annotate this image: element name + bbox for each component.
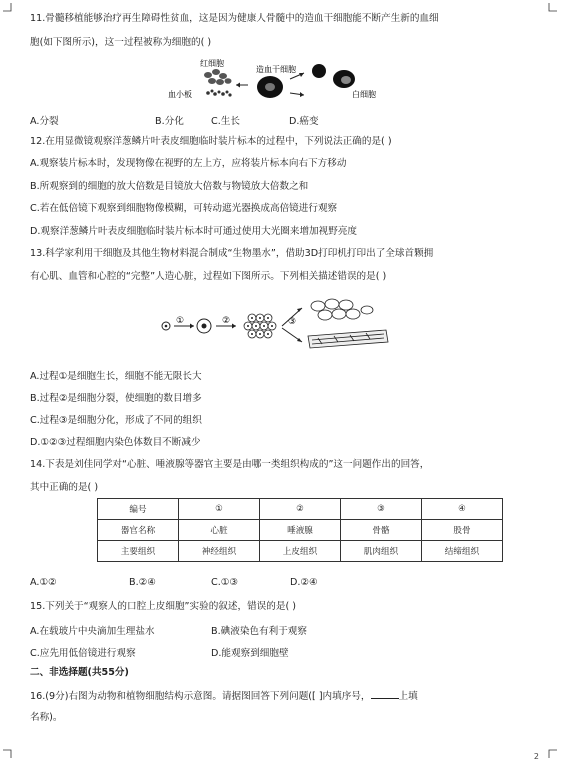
q15-option-a[interactable]: A.在载玻片中央滴加生理盐水 — [30, 626, 155, 637]
q12-option-d[interactable]: D.观察洋葱鳞片叶表皮细胞临时装片标本时可通过使用大光圈来增加视野亮度 — [30, 226, 358, 237]
table-cell: 器官名称 — [98, 520, 179, 541]
table-cell: 唾液腺 — [260, 520, 341, 541]
q12-stem: 12.在用显微镜观察洋葱鳞片叶表皮细胞临时装片标本的过程中，下列说法正确的是( ) — [30, 136, 392, 147]
q14-option-d[interactable]: D.②④ — [290, 577, 318, 588]
crop-mark-bottom-left — [3, 748, 13, 758]
red-blood-cells — [204, 69, 232, 85]
q13-option-b[interactable]: B.过程②是细胞分裂，使细胞的数目增多 — [30, 393, 202, 404]
label-stem-cell: 造血干细胞 — [256, 65, 296, 74]
table-row — [98, 499, 503, 520]
table-cell: 股骨 — [422, 520, 503, 541]
q14-stem-line1: 14.下表是刘佳同学对“心脏、唾液腺等器官主要是由哪一类组织构成的”这一问题作出的回答， — [30, 459, 430, 470]
q13-stem-line2: 有心肌、血管和心腔的“完整”人造心脏，过程如下图所示。下列相关描述错误的是( ) — [30, 271, 387, 282]
q13-stem-line1: 13.科学家利用干细胞及其他生物材料混合制成“生物墨水”，借助3D打印机打印出了全球首颗拥 — [30, 248, 434, 259]
blood-cell-diagram — [168, 55, 388, 107]
daughter-cell — [312, 64, 326, 78]
q16-stem-line1 — [30, 689, 418, 703]
q11-option-d[interactable]: D.癌变 — [289, 116, 319, 127]
tissue-fiber-bottom — [308, 330, 388, 348]
section-heading: 二、非选择题(共55分) — [30, 667, 129, 678]
page-number: 2 — [533, 752, 539, 761]
platelets — [206, 90, 231, 97]
organ-tissue-table — [97, 498, 503, 562]
table-cell: ④ — [422, 499, 503, 520]
q16-stem-part2: 上填 — [398, 691, 418, 702]
table-cell: 心脏 — [179, 520, 260, 541]
table-cell: 肌肉组织 — [341, 541, 422, 562]
q11-option-c[interactable]: C.生长 — [211, 116, 240, 127]
table-cell: 神经组织 — [179, 541, 260, 562]
q14-stem-line2: 其中正确的是( ) — [30, 482, 99, 493]
crop-mark-bottom-right — [547, 748, 557, 758]
step-1-label: ① — [176, 316, 185, 326]
table-cell: 编号 — [98, 499, 179, 520]
q14-option-c[interactable]: C.①③ — [211, 577, 238, 588]
table-cell: ③ — [341, 499, 422, 520]
q11-stem-line2: 胞(如下图所示)，这一过程被称为细胞的( ) — [30, 37, 212, 48]
q11-option-a[interactable]: A.分裂 — [30, 116, 59, 127]
step-2-label: ② — [222, 316, 231, 326]
q16-stem-part1: 16.(9分)右图为动物和植物细胞结构示意图。请据图回答下列问题([ ]内填序号， — [30, 691, 371, 702]
q13-option-c[interactable]: C.过程③是细胞分化，形成了不同的组织 — [30, 415, 202, 426]
q12-option-c[interactable]: C.若在低倍镜下观察到细胞物像模糊，可转动遮光器换成高倍镜进行观察 — [30, 203, 338, 214]
heart-printing-diagram — [158, 296, 393, 356]
q12-option-a[interactable]: A.观察装片标本时，发现物像在视野的左上方，应将装片标本向右下方移动 — [30, 158, 347, 169]
table-cell: 主要组织 — [98, 541, 179, 562]
tissue-sheet-top — [311, 299, 373, 320]
step-3-label: ③ — [288, 317, 297, 327]
crop-mark-top-left — [3, 3, 13, 13]
table-row — [98, 520, 503, 541]
table-cell: 骨骼 — [341, 520, 422, 541]
q14-option-a[interactable]: A.①② — [30, 577, 57, 588]
q14-option-b[interactable]: B.②④ — [129, 577, 156, 588]
q16-stem-line2: 名称)。 — [30, 712, 63, 723]
q13-option-d[interactable]: D.①②③过程细胞内染色体数目不断减少 — [30, 437, 201, 448]
q15-option-b[interactable]: B.碘液染色有利于观察 — [211, 626, 307, 637]
table-cell: 结缔组织 — [422, 541, 503, 562]
label-white-cell: 白细胞 — [352, 90, 376, 99]
table-cell: 上皮组织 — [260, 541, 341, 562]
crop-mark-top-right — [547, 3, 557, 13]
table-row — [98, 541, 503, 562]
label-platelet: 血小板 — [168, 90, 192, 99]
q13-option-a[interactable]: A.过程①是细胞生长，细胞不能无限长大 — [30, 371, 202, 382]
table-cell: ① — [179, 499, 260, 520]
q15-option-d[interactable]: D.能观察到细胞壁 — [211, 648, 289, 659]
q15-stem: 15.下列关于“观察人的口腔上皮细胞”实验的叙述，错误的是( ) — [30, 601, 296, 612]
q15-option-c[interactable]: C.应先用低倍镜进行观察 — [30, 648, 136, 659]
label-red-cell: 红细胞 — [200, 59, 224, 68]
q12-option-b[interactable]: B.所观察到的细胞的放大倍数是目镜放大倍数与物镜放大倍数之和 — [30, 181, 309, 192]
table-cell: ② — [260, 499, 341, 520]
q11-option-b[interactable]: B.分化 — [155, 116, 184, 127]
answer-blank — [371, 689, 399, 699]
q11-stem-line1: 11.骨髓移植能够治疗再生障碍性贫血，这是因为健康人骨髓中的造血干细胞能不断产生新的血细 — [30, 13, 439, 24]
